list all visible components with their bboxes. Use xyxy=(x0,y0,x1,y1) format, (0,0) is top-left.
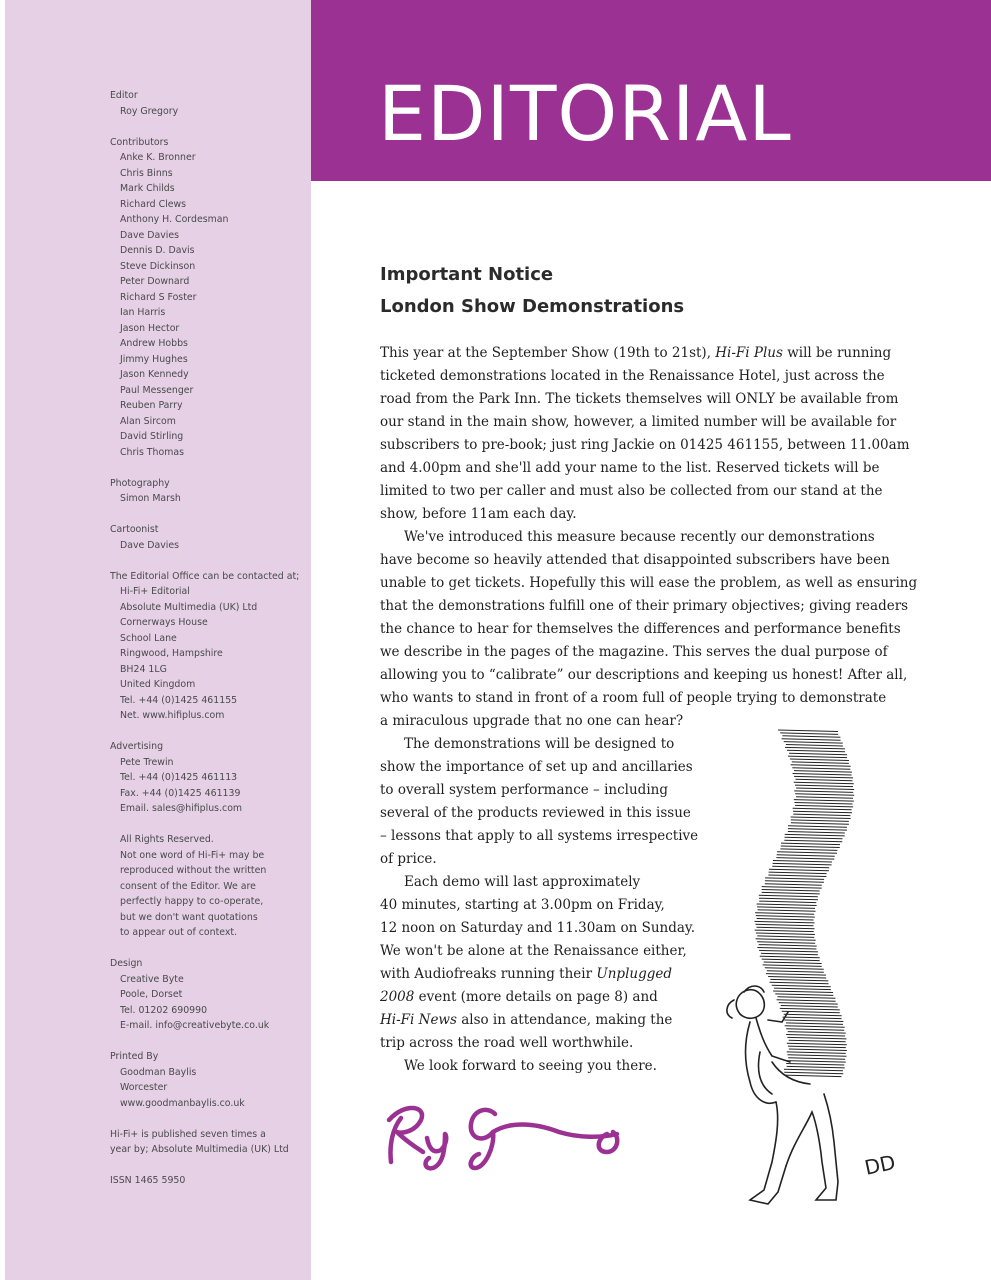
paper-sheet xyxy=(784,1020,843,1022)
paper-sheet xyxy=(770,979,828,981)
rights-line: Not one word of Hi-Fi+ may be xyxy=(120,849,265,861)
paper-sheet xyxy=(794,791,853,793)
paper-sheet xyxy=(789,753,847,755)
paper-sheet xyxy=(761,953,818,955)
paper-sheet xyxy=(757,919,814,921)
credit-name: Chris Thomas xyxy=(120,446,184,458)
printed-line: Goodman Baylis xyxy=(120,1066,197,1078)
paper-sheet xyxy=(767,971,824,973)
paper-sheet xyxy=(788,826,847,828)
office-line: United Kingdom xyxy=(120,679,196,690)
cartoon-figure xyxy=(727,986,838,1204)
paper-sheet xyxy=(794,771,852,773)
paper-sheet xyxy=(796,797,853,799)
rights-line: reproduced without the written xyxy=(120,865,267,876)
body-line: several of the products reviewed in this issue xyxy=(380,805,691,821)
paper-sheet xyxy=(769,869,829,871)
paper-sheet xyxy=(786,1061,846,1063)
paper-sheet xyxy=(783,1017,842,1019)
paper-sheet xyxy=(759,950,818,952)
body-line: to overall system performance – including xyxy=(380,782,668,798)
design-line: Tel. 01202 690990 xyxy=(120,1004,208,1016)
paper-sheet xyxy=(786,1064,844,1066)
paper-stack-cartoon xyxy=(720,722,900,1212)
rights-line: All Rights Reserved. xyxy=(120,834,214,845)
group-label: Design xyxy=(110,958,143,969)
design-group xyxy=(110,956,310,1034)
paper-sheet xyxy=(763,965,822,967)
paper-sheet xyxy=(756,933,815,935)
paper-sheet xyxy=(788,756,847,758)
advertising-line: Pete Trewin xyxy=(120,756,174,768)
paper-sheet xyxy=(786,1035,845,1037)
paper-sheet xyxy=(777,852,837,854)
paper-sheet xyxy=(782,736,840,738)
body-line: with Audiofreaks running their Unplugged xyxy=(380,966,673,982)
body-line: We won't be alone at the Renaissance either, xyxy=(380,943,687,959)
paper-sheet xyxy=(782,739,841,741)
credit-name: Anthony H. Cordesman xyxy=(120,214,229,225)
advertising-group xyxy=(110,739,310,817)
advertising-line: Tel. +44 (0)1425 461113 xyxy=(120,772,238,783)
paper-sheet xyxy=(757,927,815,929)
paper-sheet xyxy=(790,759,849,761)
design-line: Creative Byte xyxy=(120,973,184,985)
body-line: subscribers to pre-book; just ring Jackie on 01425 461155, between 11.00am xyxy=(380,437,910,453)
editor-signature xyxy=(383,1098,633,1173)
paper-sheet xyxy=(760,956,820,958)
group-label: Editor xyxy=(110,90,138,101)
paper-sheet xyxy=(792,768,850,770)
paper-sheet xyxy=(780,733,838,735)
paper-sheet xyxy=(770,982,829,984)
masthead-banner xyxy=(311,0,991,181)
paper-sheet xyxy=(762,890,820,892)
credit-name: Jason Hector xyxy=(120,322,180,334)
paper-sheet xyxy=(755,930,814,932)
paper-sheet xyxy=(769,872,827,874)
paper-sheet xyxy=(773,863,832,865)
paper-sheet xyxy=(793,814,850,816)
paper-sheet xyxy=(787,1043,847,1045)
advertising-line: Fax. +44 (0)1425 461139 xyxy=(120,787,241,799)
masthead-credits xyxy=(110,88,310,1204)
paper-sheet xyxy=(784,1069,843,1071)
paper-sheet xyxy=(794,800,854,802)
paper-sheet xyxy=(778,730,838,732)
paper-sheet xyxy=(788,1058,845,1060)
paper-sheet xyxy=(787,1055,846,1057)
paper-sheet xyxy=(764,962,822,964)
paper-sheet xyxy=(768,977,826,979)
paper-sheet xyxy=(796,788,854,790)
paper-sheet xyxy=(772,866,829,868)
office-line: Tel. +44 (0)1425 461155 xyxy=(120,694,238,706)
body-line: Each demo will last approximately xyxy=(404,874,641,890)
credit-name: Andrew Hobbs xyxy=(120,338,188,349)
printed-line: www.goodmanbaylis.co.uk xyxy=(120,1097,245,1109)
paper-sheet xyxy=(757,948,816,950)
page-title: EDITORIAL xyxy=(378,69,792,158)
body-line: the chance to hear for themselves the differences and performance benefits xyxy=(380,621,901,637)
paper-sheet xyxy=(785,1026,845,1028)
body-line: trip across the road well worthwhile. xyxy=(380,1035,634,1051)
credit-name: Richard S Foster xyxy=(120,291,197,303)
issn: ISSN 1465 5950 xyxy=(110,1175,186,1186)
rights-line: consent of the Editor. We are xyxy=(120,880,256,892)
paper-sheet xyxy=(757,904,817,906)
paper-sheet xyxy=(762,959,820,961)
paper-sheet xyxy=(795,785,853,787)
advertising-line: Email. sales@hifiplus.com xyxy=(120,803,243,814)
published-group xyxy=(110,1127,310,1158)
paper-sheet xyxy=(784,1072,843,1074)
paper-sheet xyxy=(781,843,840,845)
body-line: 2008 event (more details on page 8) and xyxy=(380,989,658,1005)
credit-name: Jason Kennedy xyxy=(120,369,189,380)
paper-sheet xyxy=(773,861,832,863)
paper-sheet xyxy=(775,994,833,996)
photography-group xyxy=(110,476,310,507)
paper-sheet xyxy=(781,846,840,848)
paper-sheet xyxy=(795,803,853,805)
contributors-group xyxy=(110,135,310,461)
paper-sheet xyxy=(792,762,849,764)
credit-name: Jimmy Hughes xyxy=(120,353,188,365)
paper-sheet xyxy=(765,884,822,886)
body-line: allowing you to “calibrate” our descriptions and keeping us honest! After all, xyxy=(380,667,908,683)
paper-sheet xyxy=(756,939,816,941)
body-line: show, before 11am each day. xyxy=(380,506,577,522)
office-line: School Lane xyxy=(120,632,177,644)
credit-name: Reuben Parry xyxy=(120,400,183,411)
paper-sheet xyxy=(787,750,845,752)
paper-sheet xyxy=(786,745,843,747)
body-line: ticketed demonstrations located in the Renaissance Hotel, just across the xyxy=(380,368,885,384)
body-line: have become so heavily attended that disappointed subscribers have been xyxy=(380,552,890,568)
paper-sheet xyxy=(766,974,826,976)
paper-stack xyxy=(755,730,855,1077)
credit-name: Ian Harris xyxy=(120,307,166,318)
paper-sheet xyxy=(787,1037,846,1039)
printed-group xyxy=(110,1049,310,1111)
body-line: show the importance of set up and ancillaries xyxy=(380,759,693,775)
paper-sheet xyxy=(774,988,831,990)
paper-sheet xyxy=(791,817,851,819)
paper-sheet xyxy=(762,892,820,894)
paper-sheet xyxy=(784,840,842,842)
paper-sheet xyxy=(765,968,824,970)
body-line: Hi-Fi News also in attendance, making the xyxy=(380,1012,673,1028)
paper-sheet xyxy=(765,878,824,880)
group-label: Cartoonist xyxy=(110,524,159,535)
group-label: The Editorial Office can be contacted at; xyxy=(110,570,300,582)
paper-sheet xyxy=(782,1011,840,1013)
paper-sheet xyxy=(781,1006,838,1008)
body-line: and 4.00pm and she'll add your name to the list. Reserved tickets will be xyxy=(380,460,880,476)
design-line: E-mail. info@creativebyte.co.uk xyxy=(120,1020,270,1031)
paper-sheet xyxy=(779,1003,838,1005)
paper-sheet xyxy=(776,858,834,860)
paper-sheet xyxy=(759,895,818,897)
office-group xyxy=(110,569,310,724)
group-label: Contributors xyxy=(110,136,169,148)
credit-name: Chris Binns xyxy=(120,167,173,179)
paper-sheet xyxy=(784,742,843,744)
paper-sheet xyxy=(768,875,826,877)
paper-sheet xyxy=(795,779,852,781)
body-line: a miraculous upgrade that no one can hear? xyxy=(380,713,684,729)
article-heading: Important Notice xyxy=(380,264,554,285)
article-headings xyxy=(380,259,684,323)
paper-sheet xyxy=(788,829,847,831)
paper-sheet xyxy=(785,837,843,839)
body-line: The demonstrations will be designed to xyxy=(404,736,675,752)
body-line: We've introduced this measure because recently our demonstrations xyxy=(404,529,875,545)
credit-name: Richard Clews xyxy=(120,198,187,210)
issn-group xyxy=(110,1173,310,1189)
paper-sheet xyxy=(786,1023,843,1025)
paper-sheet xyxy=(757,936,814,938)
body-line: unable to get tickets. Hopefully this will ease the problem, as well as ensuring xyxy=(380,575,918,591)
office-line: Cornerways House xyxy=(120,617,208,628)
paper-sheet xyxy=(795,805,853,807)
paper-sheet xyxy=(759,898,818,900)
paper-sheet xyxy=(791,765,851,767)
paper-sheet xyxy=(765,881,824,883)
published-line: Hi-Fi+ is published seven times a xyxy=(110,1128,266,1140)
paper-sheet xyxy=(786,1029,844,1031)
body-line: – lessons that apply to all systems irrespective xyxy=(380,828,699,844)
rights-line: perfectly happy to co-operate, xyxy=(120,896,264,907)
paper-sheet xyxy=(762,887,822,889)
office-line: Hi-Fi+ Editorial xyxy=(120,586,190,597)
credit-name: Mark Childs xyxy=(120,183,175,194)
paper-sheet xyxy=(788,832,845,834)
credit-name: Anke K. Bronner xyxy=(120,152,196,163)
paper-sheet xyxy=(755,921,815,923)
paper-sheet xyxy=(759,945,817,947)
office-line: Net. www.hifiplus.com xyxy=(120,710,225,721)
rights-group xyxy=(110,832,310,941)
office-line: BH24 1LG xyxy=(120,663,167,675)
design-line: Poole, Dorset xyxy=(120,989,183,1000)
paper-sheet xyxy=(784,1014,842,1016)
paper-sheet xyxy=(784,1075,841,1077)
article-subheading: London Show Demonstrations xyxy=(380,296,685,317)
group-label: Printed By xyxy=(110,1051,159,1062)
body-line: that the demonstrations fulfill one of their primary objectives; giving readers xyxy=(380,598,909,614)
body-line: We look forward to seeing you there. xyxy=(404,1058,657,1074)
paper-sheet xyxy=(793,808,852,810)
paper-sheet xyxy=(777,855,835,857)
paper-sheet xyxy=(757,907,815,909)
body-line: road from the Park Inn. The tickets themselves will ONLY be available from xyxy=(380,391,899,407)
paper-sheet xyxy=(791,823,849,825)
paper-sheet xyxy=(757,942,815,944)
group-label: Advertising xyxy=(110,741,164,752)
body-line: This year at the September Show (19th to 21st), Hi-Fi Plus will be running xyxy=(380,345,892,361)
printed-line: Worcester xyxy=(120,1082,168,1093)
paper-sheet xyxy=(755,924,813,926)
group-label: Photography xyxy=(110,477,170,489)
editor-group xyxy=(110,88,310,119)
credit-name: Paul Messenger xyxy=(120,384,194,396)
paper-sheet xyxy=(772,985,831,987)
paper-sheet xyxy=(793,774,852,776)
paper-sheet xyxy=(773,991,833,993)
paper-sheet xyxy=(791,820,849,822)
paper-sheet xyxy=(788,1046,846,1048)
paper-sheet xyxy=(789,1040,846,1042)
body-line: limited to two per caller and must also be collected from our stand at the xyxy=(380,483,883,499)
paper-sheet xyxy=(780,1008,840,1010)
body-line: our stand in the main show, however, a limited number will be available for xyxy=(380,414,897,430)
paper-sheet xyxy=(777,997,835,999)
paper-sheet xyxy=(785,747,845,749)
credit-name: Dave Davies xyxy=(120,229,180,241)
credit-name: Simon Marsh xyxy=(120,493,181,504)
paper-sheet xyxy=(755,913,814,915)
paper-sheet xyxy=(789,1049,847,1051)
credit-name: Alan Sircom xyxy=(120,415,176,427)
office-line: Absolute Multimedia (UK) Ltd xyxy=(120,601,258,613)
paper-sheet xyxy=(795,794,854,796)
credit-name: Roy Gregory xyxy=(120,105,179,117)
rights-line: but we don't want quotations xyxy=(120,911,258,923)
paper-sheet xyxy=(794,776,853,778)
body-line: 12 noon on Saturday and 11.30am on Sunday. xyxy=(380,920,696,936)
paper-sheet xyxy=(787,1066,845,1068)
office-line: Ringwood, Hampshire xyxy=(120,648,223,659)
paper-sheet xyxy=(794,782,854,784)
paper-sheet xyxy=(758,910,816,912)
cartoonist-group xyxy=(110,522,310,553)
body-line: who wants to stand in front of a room full of people trying to demonstrate xyxy=(380,690,887,706)
paper-sheet xyxy=(759,901,816,903)
published-line: year by; Absolute Multimedia (UK) Ltd xyxy=(110,1144,289,1155)
credit-name: Dennis D. Davis xyxy=(120,245,195,256)
paper-sheet xyxy=(777,1000,836,1002)
rights-line: to appear out of context. xyxy=(120,927,238,938)
paper-sheet xyxy=(756,916,815,918)
body-line: we describe in the pages of the magazine. This serves the dual purpose of xyxy=(380,644,888,660)
credit-name: Peter Downard xyxy=(120,276,190,287)
credit-name: Steve Dickinson xyxy=(120,260,196,272)
credit-name: Dave Davies xyxy=(120,539,180,551)
cartoonist-signature: DD xyxy=(862,1149,898,1180)
paper-sheet xyxy=(793,811,852,813)
paper-sheet xyxy=(780,849,837,851)
paper-sheet xyxy=(785,834,845,836)
paper-sheet xyxy=(787,1052,846,1054)
body-line: of price. xyxy=(380,851,437,867)
paper-sheet xyxy=(788,1032,846,1034)
body-line: 40 minutes, starting at 3.00pm on Friday, xyxy=(380,897,665,913)
credit-name: David Stirling xyxy=(120,431,184,442)
